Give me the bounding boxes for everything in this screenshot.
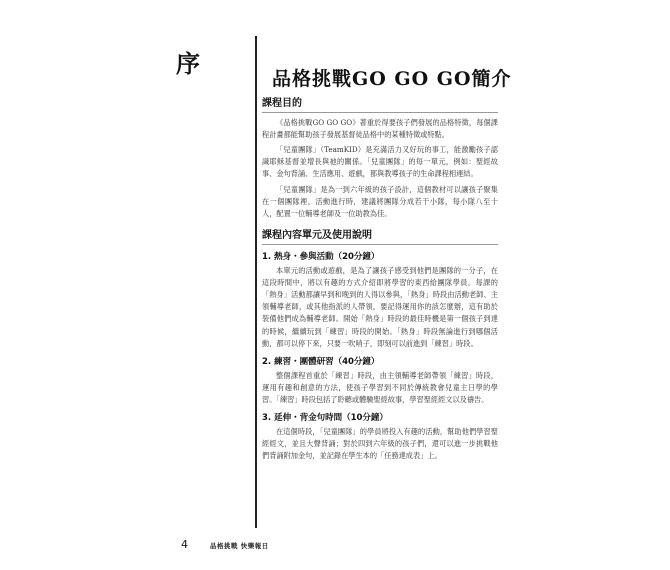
unit-heading-extension: 3. 延伸・背金句時間（10分鐘）	[262, 413, 388, 424]
page-number: 4	[181, 538, 188, 551]
purpose-paragraph-2: 「兒童團隊」（TeamKID）是充滿活力又好玩的事工，能激勵孩子認識耶穌基督並增長與祂的關係。「兒童團隊」的每一單元，例如：聖經故事、金句背誦、生活應用、遊戲，都與教導孩子的生命課程相連結。	[262, 145, 498, 179]
unit-text-warmup: 本單元的活動或遊戲，是為了讓孩子感受到他們是團隊的一分子，在這段時間中，將以有趣的方式介紹即將學習的東西給團隊學員。每課的「熱身」活動都讓早到和晚到的人得以參與，「熱身」時段由活動老師、主領輔導老師，或其他指派的人帶領，要記得運用你的該怎麼辦，這有助於裝備他們成為輔導老師。開始「熱身」時段的最佳時機是第一個孩子到達的時候，繼續玩到「練習」時段的開始。「熱身」時段無論進行到哪個活動，都可以停下來，只要一吹哨子，即刻可以前進到「練習」時段。	[262, 266, 498, 348]
main-content	[262, 98, 498, 465]
footer-title-part: 品格挑戰	[210, 542, 241, 550]
footer-book-title	[210, 541, 269, 550]
preface-side-title: 序	[176, 49, 200, 78]
unit-text-practice: 整個課程首重於「練習」時段，由主領輔導老師帶領「練習」時段，運用有趣和創意的方法，使孩子學習到不同於傳統教會兒童主日學的學習。「練習」時段包括了聆聽或體驗聖經故事，學習聖經經文以及禱告。	[262, 370, 498, 404]
footer-subtitle-part: 快樂報日	[240, 542, 269, 550]
purpose-paragraph-1: 《品格挑戰GO GO GO》著重於得要孩子們發展的品格特徵，每個課程計畫都能幫助孩子發展基督徒品格中的某種特徵或特點。	[262, 118, 498, 140]
section-heading-units: 課程內容單元及使用說明	[262, 230, 498, 245]
unit-heading-warmup: 1. 熱身・參與活動（20分鐘）	[262, 251, 380, 262]
section-heading-purpose: 課程目的	[262, 98, 498, 113]
vertical-divider	[255, 36, 257, 528]
unit-text-extension: 在這個時段，「兒童團隊」的學員將投入有趣的活動，幫助他們學習聖經經文，並且大聲背誦；對於四到六年級的孩子們，還可以進一步挑戰他們背誦附加金句，並記錄在學生本的「任務達成表」上。	[262, 427, 498, 461]
page-title: 品格挑戰GO GO GO簡介	[272, 68, 512, 90]
purpose-paragraph-3: 「兒童團隊」是為一到六年級的孩子設計，這個教材可以讓孩子聚集在一個團隊裡，活動進行時，建議將團隊分成若干小隊，每小隊八至十人，配置一位輔導老師及一位助教為佳。	[262, 184, 498, 218]
unit-heading-practice: 2. 練習・團體研習（40分鐘）	[262, 356, 380, 367]
